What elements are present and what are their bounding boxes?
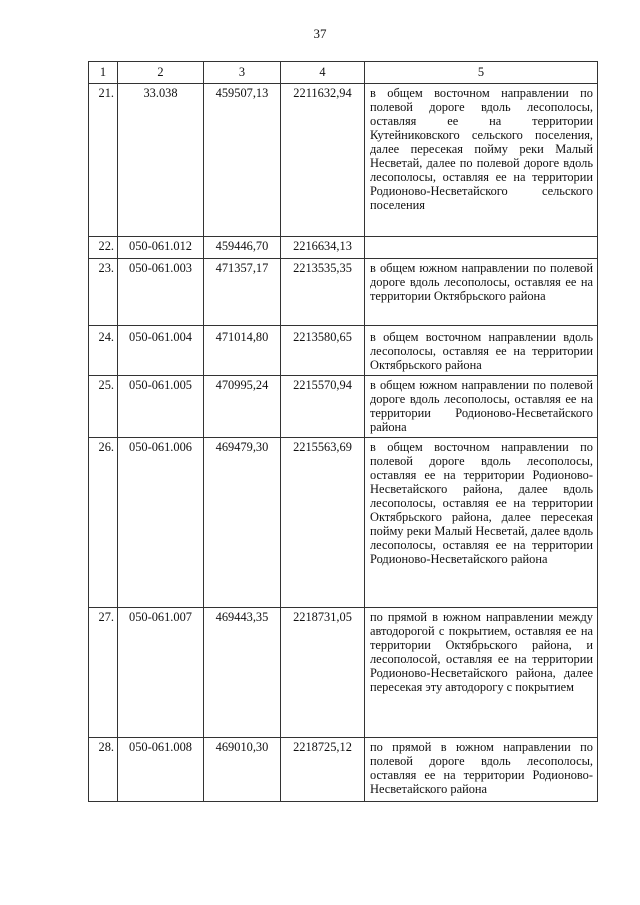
coord-x: 459507,13 bbox=[204, 84, 281, 237]
coord-x: 469479,30 bbox=[204, 438, 281, 608]
page-number: 37 bbox=[313, 26, 327, 41]
route-description: в общем восточном направлении вдоль лесополосы, оставляя ее на территории Октябрьского района bbox=[365, 326, 598, 376]
point-code: 050-061.007 bbox=[118, 608, 204, 738]
table-row bbox=[89, 738, 598, 802]
coord-x: 470995,24 bbox=[204, 376, 281, 438]
coord-y: 2216634,13 bbox=[281, 237, 365, 259]
coord-y: 2211632,94 bbox=[281, 84, 365, 237]
table-row bbox=[89, 237, 598, 259]
coord-y: 2218731,05 bbox=[281, 608, 365, 738]
coord-x: 459446,70 bbox=[204, 237, 281, 259]
header-row bbox=[89, 62, 598, 84]
row-number: 21. bbox=[89, 84, 118, 237]
coord-x: 469010,30 bbox=[204, 738, 281, 802]
row-number: 26. bbox=[89, 438, 118, 608]
route-description: в общем восточном направлении по полевой дороге вдоль лесополосы, оставляя ее на территории Кутейниковского сельского поселения, далее пересекая пойму реки Малый Несветай, далее по полевой дороге вдоль лесополосы, оставляя ее на территории Родионово-Несветайского сельского поселения bbox=[365, 84, 598, 237]
table-row bbox=[89, 84, 598, 237]
route-description: по прямой в южном направлении по полевой дороге вдоль лесополосы, оставляя ее на территории Родионово-Несветайского района bbox=[365, 738, 598, 802]
point-code: 050-061.012 bbox=[118, 237, 204, 259]
route-description: по прямой в южном направлении между автодорогой с покрытием, оставляя ее на территории Октябрьского района, и лесополосой, оставляя ее на территории Родионово-Несветайского района, далее пересекая эту автодорогу с покрытием bbox=[365, 608, 598, 738]
row-number: 24. bbox=[89, 326, 118, 376]
row-number: 23. bbox=[89, 259, 118, 326]
coord-y: 2215563,69 bbox=[281, 438, 365, 608]
point-code: 33.038 bbox=[118, 84, 204, 237]
header-cell: 2 bbox=[118, 62, 204, 84]
coord-x: 471357,17 bbox=[204, 259, 281, 326]
point-code: 050-061.008 bbox=[118, 738, 204, 802]
row-number: 27. bbox=[89, 608, 118, 738]
route-description: в общем южном направлении по полевой дороге вдоль лесополосы, оставляя ее на территории Октябрьского района bbox=[365, 259, 598, 326]
point-code: 050-061.005 bbox=[118, 376, 204, 438]
header-cell: 5 bbox=[365, 62, 598, 84]
coord-x: 469443,35 bbox=[204, 608, 281, 738]
table-row bbox=[89, 608, 598, 738]
boundary-points-table bbox=[88, 61, 598, 802]
route-description bbox=[365, 237, 598, 259]
table-row bbox=[89, 438, 598, 608]
table-row bbox=[89, 259, 598, 326]
row-number: 22. bbox=[89, 237, 118, 259]
coord-x: 471014,80 bbox=[204, 326, 281, 376]
coord-y: 2215570,94 bbox=[281, 376, 365, 438]
route-description: в общем восточном направлении по полевой дороге вдоль лесополосы, оставляя ее на территории Родионово-Несветайского района, далее вдоль лесополосы, оставляя ее на территории Октябрьского района, далее пересекая пойму реки Малый Несветай, далее вдоль лесополосы, оставляя ее на территории Родионово-Несветайского района bbox=[365, 438, 598, 608]
row-number: 28. bbox=[89, 738, 118, 802]
route-description: в общем южном направлении по полевой дороге вдоль лесополосы, оставляя ее на территории Родионово-Несветайского района bbox=[365, 376, 598, 438]
table-row bbox=[89, 376, 598, 438]
point-code: 050-061.006 bbox=[118, 438, 204, 608]
coord-y: 2213580,65 bbox=[281, 326, 365, 376]
header-cell: 4 bbox=[281, 62, 365, 84]
point-code: 050-061.004 bbox=[118, 326, 204, 376]
header-cell: 1 bbox=[89, 62, 118, 84]
coord-y: 2213535,35 bbox=[281, 259, 365, 326]
header-cell: 3 bbox=[204, 62, 281, 84]
coord-y: 2218725,12 bbox=[281, 738, 365, 802]
table-row bbox=[89, 326, 598, 376]
row-number: 25. bbox=[89, 376, 118, 438]
point-code: 050-061.003 bbox=[118, 259, 204, 326]
